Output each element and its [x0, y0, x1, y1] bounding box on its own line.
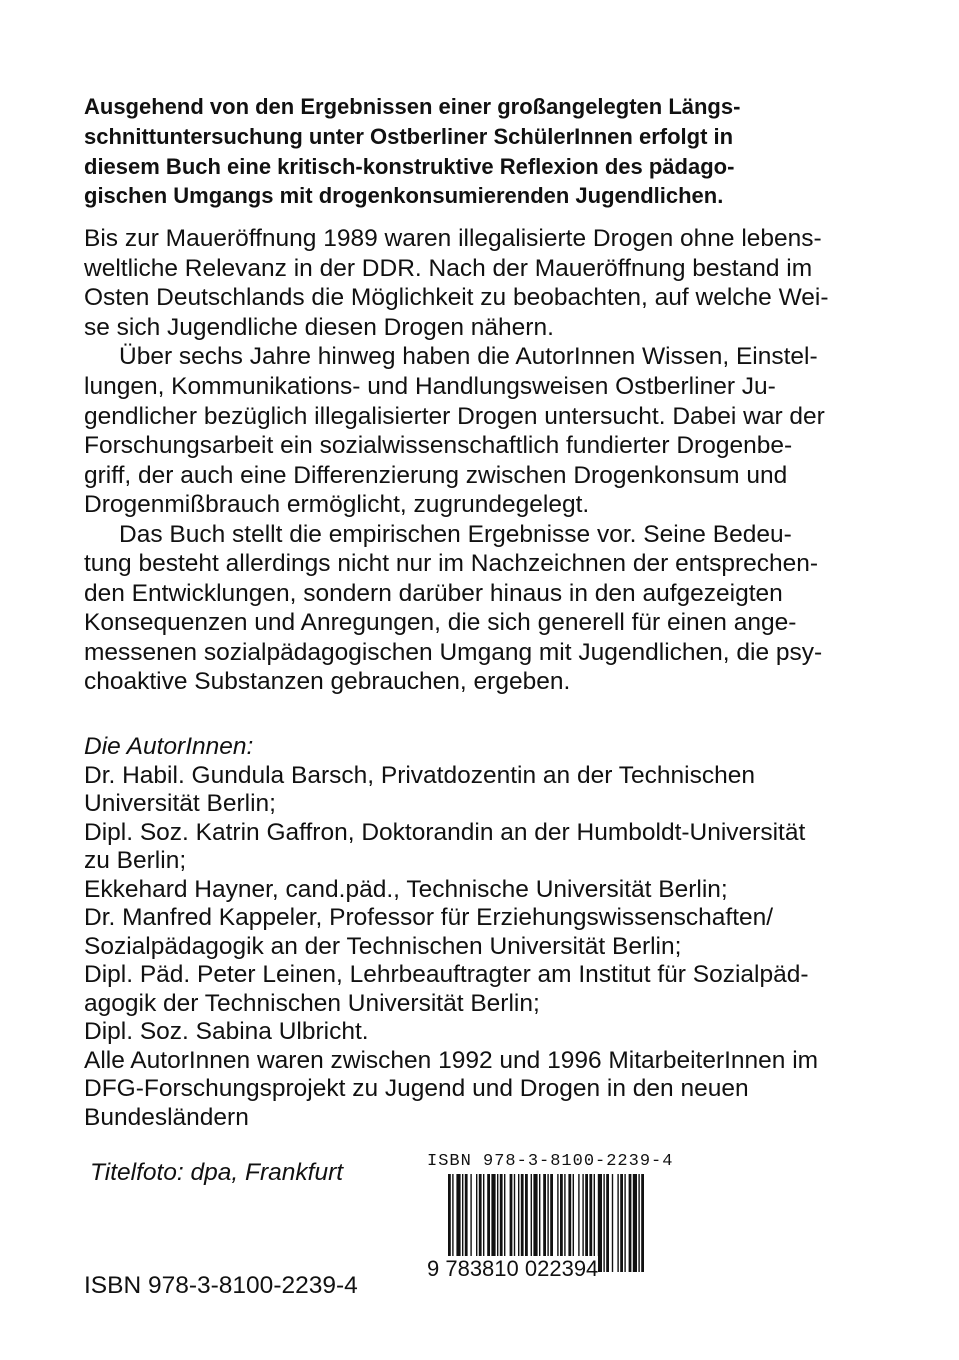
author-line: Bundesländern: [84, 1104, 249, 1131]
barcode-bar: [598, 1174, 602, 1272]
body-line: se sich Jugendliche diesen Drogen nähern.: [84, 314, 554, 341]
author-line: agogik der Technischen Universität Berlin;: [84, 990, 540, 1017]
photo-credit: Titelfoto: dpa, Frankfurt: [90, 1159, 344, 1186]
barcode-bar: [612, 1174, 613, 1272]
body-line: tung besteht allerdings nicht nur im Nachzeichnen der entsprechen-: [84, 550, 819, 577]
barcode-bar: [606, 1174, 609, 1272]
barcode-bar: [638, 1174, 639, 1272]
author-line: DFG-Forschungsprojekt zu Jugend und Drogen in den neuen: [84, 1075, 749, 1102]
body-line: Über sechs Jahre hinweg haben die AutorInnen Wissen, Einstel-: [119, 343, 818, 370]
summary-line: schnittuntersuchung unter Ostberliner SchülerInnen erfolgt in: [84, 124, 734, 149]
body-line: Drogenmißbrauch ermöglicht, zugrundegelegt.: [84, 491, 590, 518]
author-line: Dipl. Soz. Katrin Gaffron, Doktorandin an der Humboldt-Universität: [84, 819, 806, 846]
isbn: ISBN 978-3-8100-2239-4: [84, 1272, 358, 1299]
barcode-bar: [624, 1174, 625, 1272]
body-line: Forschungsarbeit ein sozialwissenschaftlich fundierter Drogenbe-: [84, 432, 793, 459]
author-line: Dipl. Päd. Peter Leinen, Lehrbeauftragter am Institut für Sozialpäd-: [84, 961, 809, 988]
barcode-bar: [620, 1174, 623, 1272]
authors-heading: Die AutorInnen:: [84, 733, 254, 760]
body-line: griff, der auch eine Differenzierung zwischen Drogenkonsum und: [84, 462, 788, 489]
barcode-bar: [603, 1174, 604, 1272]
body-line: choaktive Substanzen gebrauchen, ergeben.: [84, 668, 571, 695]
author-line: Alle AutorInnen waren zwischen 1992 und 1996 MitarbeiterInnen im: [84, 1047, 819, 1074]
author-line: Dr. Habil. Gundula Barsch, Privatdozentin an der Technischen: [84, 762, 755, 789]
barcode-bar: [617, 1174, 618, 1272]
author-line: zu Berlin;: [84, 847, 187, 874]
body-line: Das Buch stellt die empirischen Ergebnisse vor. Seine Bedeu-: [119, 521, 792, 548]
body-line: weltliche Relevanz in der DDR. Nach der Maueröffnung bestand im: [84, 255, 813, 282]
author-line: Dipl. Soz. Sabina Ulbricht.: [84, 1018, 369, 1045]
body-line: Konsequenzen und Anregungen, die sich generell für einen ange-: [84, 609, 797, 636]
author-line: Universität Berlin;: [84, 790, 276, 817]
author-line: Ekkehard Hayner, cand.päd., Technische Universität Berlin;: [84, 876, 728, 903]
summary-line: gischen Umgangs mit drogenkonsumierenden Jugendlichen.: [84, 183, 724, 208]
author-line: Dr. Manfred Kappeler, Professor für Erziehungswissenschaften/: [84, 904, 774, 931]
barcode-isbn-label: ISBN 978-3-8100-2239-4: [427, 1152, 674, 1171]
barcode-bar: [629, 1174, 632, 1272]
body-line: Bis zur Maueröffnung 1989 waren illegalisierte Drogen ohne lebens-: [84, 225, 822, 252]
barcode-digits: 9 783810 022394: [427, 1256, 599, 1281]
body-line: Osten Deutschlands die Möglichkeit zu beobachten, auf welche Wei-: [84, 284, 829, 311]
summary-line: Ausgehend von den Ergebnissen einer großangelegten Längs-: [84, 94, 741, 119]
author-line: Sozialpädagogik an der Technischen Universität Berlin;: [84, 933, 682, 960]
body-line: den Entwicklungen, sondern darüber hinaus in den aufgezeigten: [84, 580, 783, 607]
body-line: lungen, Kommunikations- und Handlungsweisen Ostberliner Ju-: [84, 373, 776, 400]
barcode-bar: [633, 1174, 637, 1272]
body-line: messenen sozialpädagogischen Umgang mit Jugendlichen, die psy-: [84, 639, 823, 666]
barcode-bar: [641, 1174, 644, 1272]
summary-line: diesem Buch eine kritisch-konstruktive Reflexion des pädago-: [84, 154, 735, 179]
body-line: gendlicher bezüglich illegalisierter Drogen untersucht. Dabei war der: [84, 403, 825, 430]
